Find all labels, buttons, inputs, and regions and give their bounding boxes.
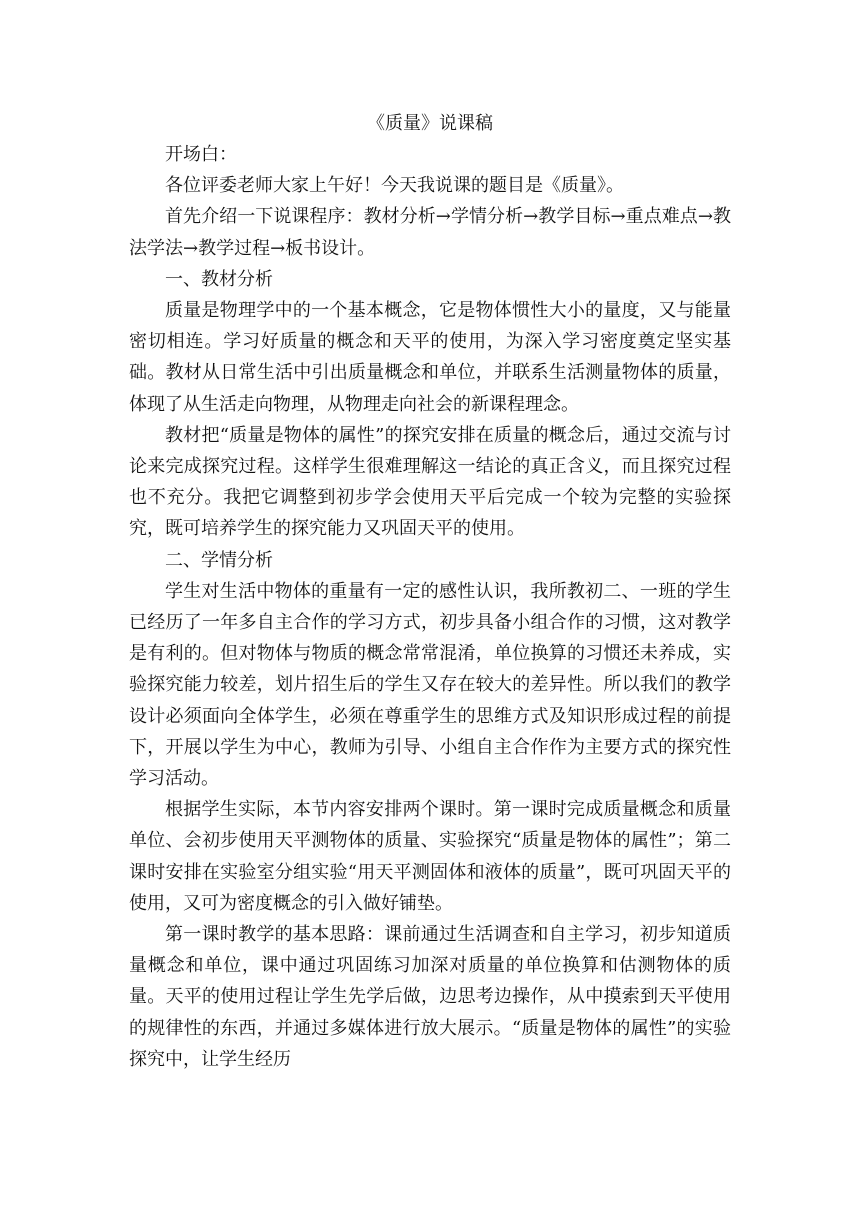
opening-label: 开场白： bbox=[165, 144, 237, 165]
document-body bbox=[129, 108, 731, 1075]
textbook-analysis-paragraph-2: 教材把“质量是物体的属性”的探究安排在质量的概念后，通过交流与讨论来完成探究过程。这样学生很难理解这一结论的真正含义，而且探究过程也不充分。我把它调整到初步学会使用天平后完成一个较为完整的实验探究，既可培养学生的探究能力又巩固天平的使用。 bbox=[129, 424, 731, 540]
textbook-analysis-paragraph-1: 质量是物理学中的一个基本概念，它是物体惯性大小的量度，又与能量密切相连。学习好质量的概念和天平的使用，为深入学习密度奠定坚实基础。教材从日常生活中引出质量概念和单位，并联系生活测量物体的质量，体现了从生活走向物理，从物理走向社会的新课程理念。 bbox=[129, 300, 731, 415]
student-analysis-paragraph-2: 根据学生实际，本节内容安排两个课时。第一课时完成质量概念和质量单位、会初步使用天平测物体的质量、实验探究“质量是物体的属性”；第二课时安排在实验室分组实验“用天平测固体和液体的质量”，既可巩固天平的使用，又可为密度概念的引入做好铺垫。 bbox=[129, 799, 731, 914]
procedure-paragraph: 首先介绍一下说课程序：教材分析→学情分析→教学目标→重点难点→教法学法→教学过程→板书设计。 bbox=[129, 206, 731, 259]
student-analysis-paragraph-1: 学生对生活中物体的重量有一定的感性认识，我所教初二、一班的学生已经历了一年多自主合作的学习方式，初步具备小组合作的习惯，这对教学是有利的。但对物体与物质的概念常常混淆，单位换算的习惯还未养成，实验探究能力较差，划片招生后的学生又存在较大的差异性。所以我们的教学设计必须面向全体学生，必须在尊重学生的思维方式及知识形成过程的前提下，开展以学生为中心，教师为引导、小组自主合作作为主要方式的探究性学习活动。 bbox=[129, 580, 731, 790]
section-heading-student-analysis: 二、学情分析 bbox=[165, 549, 273, 571]
lesson-outline-paragraph: 第一课时教学的基本思路：课前通过生活调查和自主学习，初步知道质量概念和单位，课中通过巩固练习加深对质量的单位换算和估测物体的质量。天平的使用过程让学生先学后做，边思考边操作，从中摸索到天平使用的规律性的东西，并通过多媒体进行放大展示。“质量是物体的属性”的实验探究中，让学生经历 bbox=[129, 924, 731, 1070]
greeting-paragraph: 各位评委老师大家上午好！今天我说课的题目是《质量》。 bbox=[165, 175, 624, 197]
section-heading-textbook-analysis: 一、教材分析 bbox=[165, 268, 273, 290]
document-title: 《质量》说课稿 bbox=[367, 113, 493, 134]
